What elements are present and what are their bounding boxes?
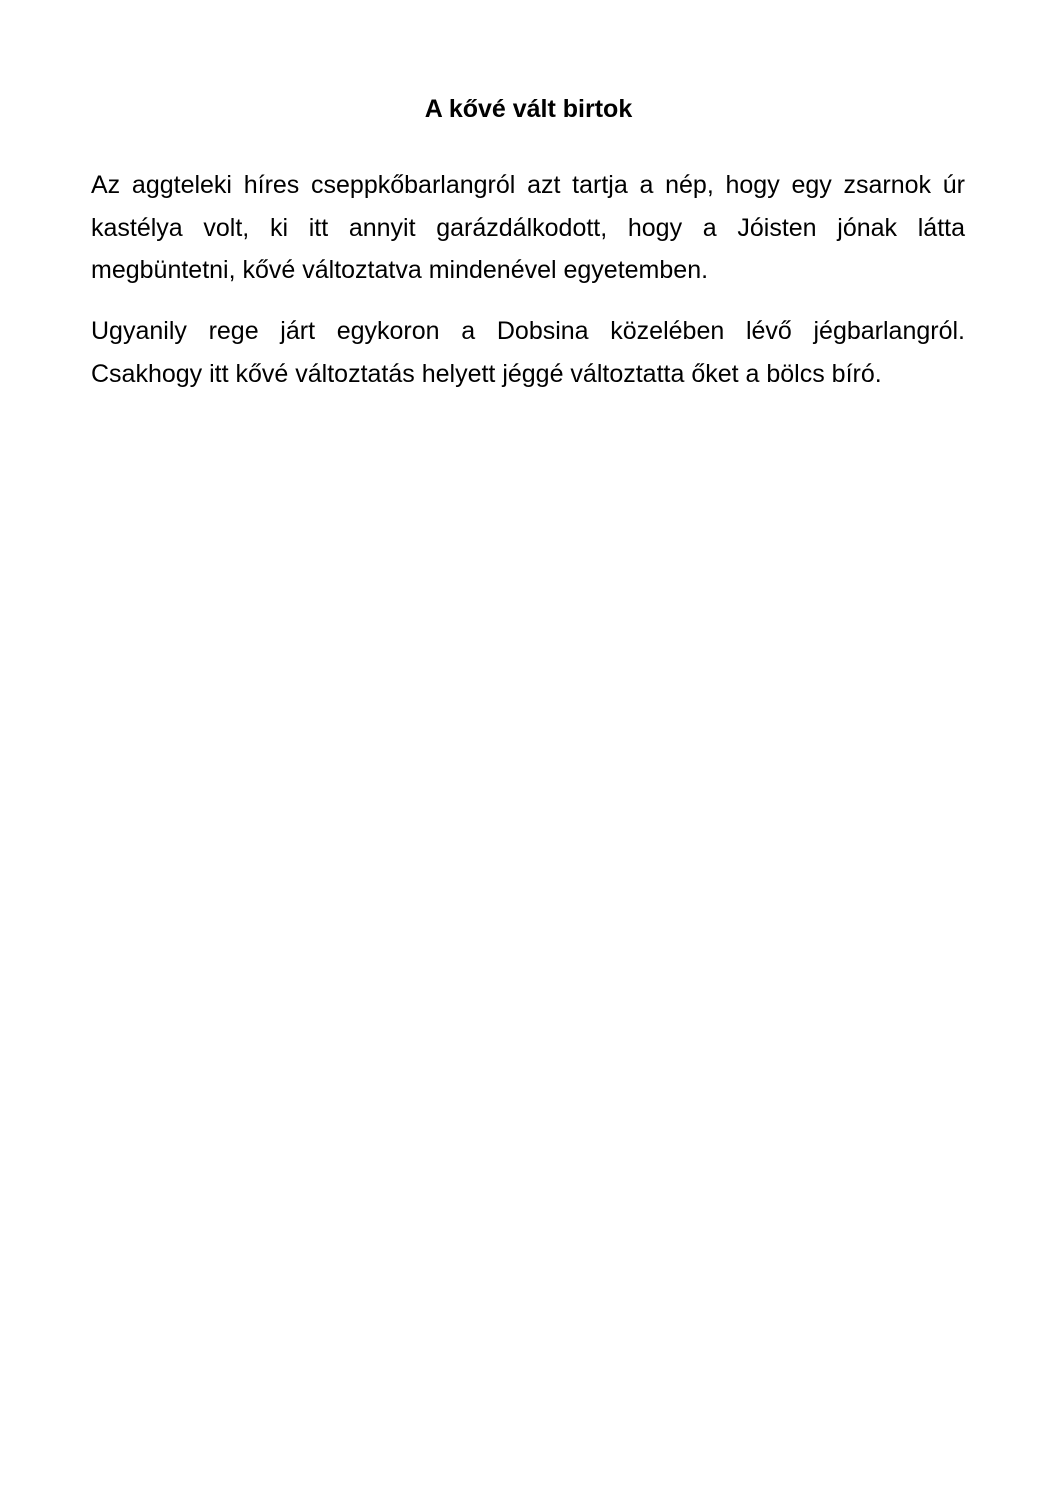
paragraph-1: Az aggteleki híres cseppkőbarlangról azt tartja a nép, hogy egy zsarnok úr kastélya volt, ki itt annyit garázdálkodott, hogy a Jóisten jónak látta megbüntetni, kővé változtatva mindenével egyetemben.: [91, 171, 965, 284]
document-title: A kővé vált birtok: [424, 95, 633, 123]
paragraph-2: Ugyanily rege járt egykoron a Dobsina közelében lévő jégbarlangról. Csakhogy itt kővé változtatás helyett jéggé változtatta őket a bölcs bíró.: [91, 317, 965, 388]
